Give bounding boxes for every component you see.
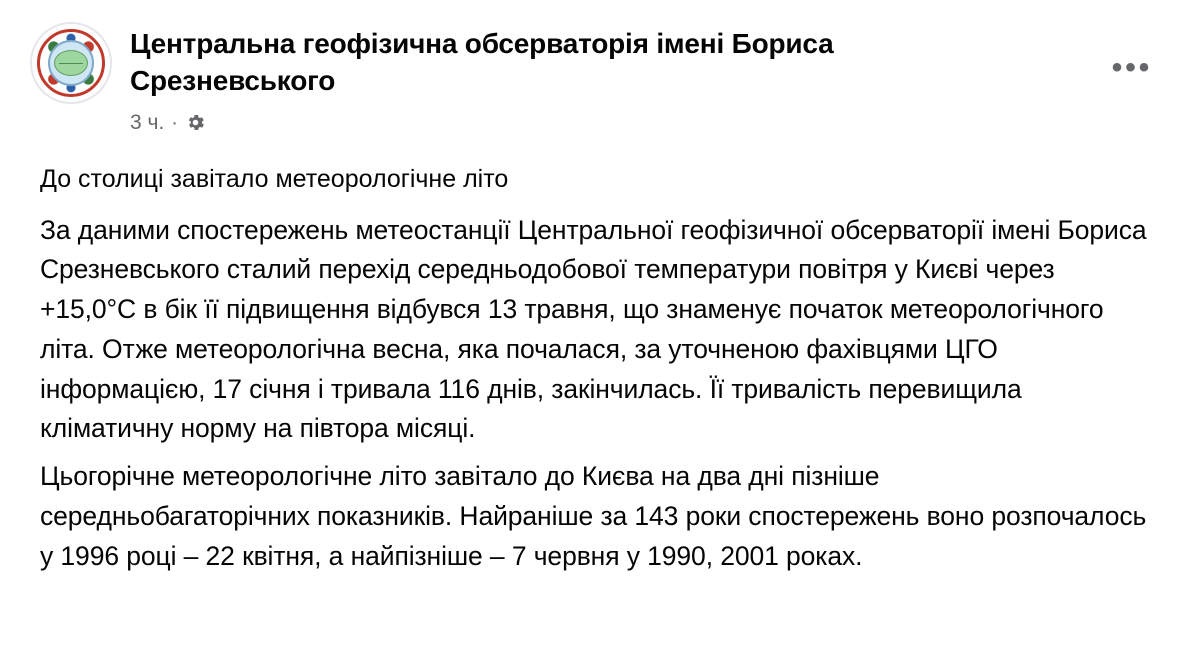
post-body: [30, 163, 1156, 577]
post-timestamp[interactable]: 3 ч.: [130, 110, 165, 134]
globe-icon: [54, 50, 88, 76]
post-header: [30, 22, 1156, 135]
page-name[interactable]: Центральна геофізична обсерваторія імені Бориса Срезневського: [130, 28, 834, 96]
header-text: [130, 22, 1156, 135]
post-paragraph-1: За даними спостережень метеостанції Центральної геофізичної обсерваторії імені Бориса Срезневського сталий перехід середньодобової температури повітря у Києві через +15,0°С в бік її підвищення відбувся 13 травня, що знаменує початок метеорологічного літа. Отже метеорологічна весна, яка почалася, за уточненою фахівцями ЦГО інформацією, 17 січня і тривала 116 днів, закінчилась. Її тривалість перевищила кліматичну норму на півтора місяці.: [40, 214, 1147, 444]
post-meta: [130, 111, 1156, 135]
post-options-button[interactable]: •••: [1111, 51, 1153, 84]
post-paragraph-2: Цьогорічне метеорологічне літо завітало до Києва на два дні пізніше середньобагаторічних показників. Найраніше за 143 роки спостережень воно розпочалось у 1996 році – 22 квітня, а найпізніше – 7 червня у 1990, 2001 роках.: [40, 461, 1147, 571]
avatar[interactable]: [30, 22, 112, 104]
post-lede: До столиці завітало метеорологічне літо: [40, 164, 509, 193]
meta-separator: ·: [171, 111, 178, 134]
gear-icon[interactable]: [185, 112, 206, 133]
